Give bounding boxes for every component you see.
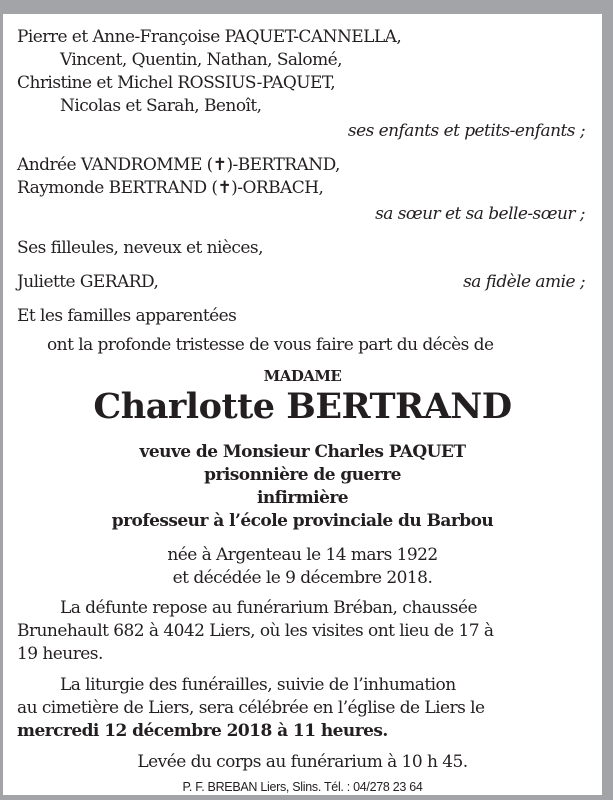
- viewing-line: La défunte repose au funérarium Bréban, chaussée: [60, 598, 477, 618]
- procession-line: Levée du corps au funérarium à 10 h 45.: [137, 752, 468, 772]
- family-line: Pierre et Anne-Françoise PAQUET-CANNELLA,: [17, 27, 402, 47]
- viewing-line: Brunehault 682 à 4042 Liers, où les visites ont lieu de 17 à: [17, 621, 494, 641]
- deceased-name: Charlotte BERTRAND: [93, 386, 512, 427]
- family-line: Christine et Michel ROSSIUS-PAQUET,: [17, 73, 336, 93]
- announcement-line: ont la profonde tristesse de vous faire part du décès de: [47, 335, 494, 355]
- funeral-line: au cimetière de Liers, sera célébrée en l’église de Liers le: [17, 698, 485, 718]
- sister-line: Andrée VANDROMME (✝)-BERTRAND,: [17, 155, 340, 175]
- family-line: Nicolas et Sarah, Benoît,: [60, 96, 262, 116]
- obituary-notice: [3, 14, 602, 795]
- sister-line: Raymonde BERTRAND (✝)-ORBACH,: [17, 178, 324, 198]
- viewing-line: 19 heures.: [17, 644, 103, 664]
- descriptor-line: prisonnière de guerre: [204, 465, 401, 485]
- descriptor-line: veuve de Monsieur Charles PAQUET: [139, 442, 466, 462]
- descriptor-line: infirmière: [256, 488, 349, 508]
- godchildren-line: Ses filleules, neveux et nièces,: [17, 238, 263, 258]
- family-line: Vincent, Quentin, Nathan, Salomé,: [60, 50, 343, 70]
- funeral-date: mercredi 12 décembre 2018 à 11 heures.: [17, 721, 388, 741]
- children-relation: ses enfants et petits-enfants ;: [347, 121, 585, 141]
- friend-name: Juliette GERARD,: [17, 272, 159, 292]
- birth-line: née à Argenteau le 14 mars 1922: [167, 545, 438, 565]
- death-line: et décédée le 9 décembre 2018.: [172, 568, 433, 588]
- families-line: Et les familles apparentées: [17, 306, 237, 326]
- funeral-line: La liturgie des funérailles, suivie de l’inhumation: [60, 675, 456, 695]
- funeral-home-footer: P. F. BREBAN Liers, Slins. Tél. : 04/278 23 64: [182, 780, 423, 794]
- descriptor-line: professeur à l’école provinciale du Barbou: [111, 511, 494, 531]
- title: MADAME: [263, 367, 342, 385]
- sisters-relation: sa sœur et sa belle-sœur ;: [375, 204, 585, 224]
- friend-relation: sa fidèle amie ;: [463, 272, 585, 292]
